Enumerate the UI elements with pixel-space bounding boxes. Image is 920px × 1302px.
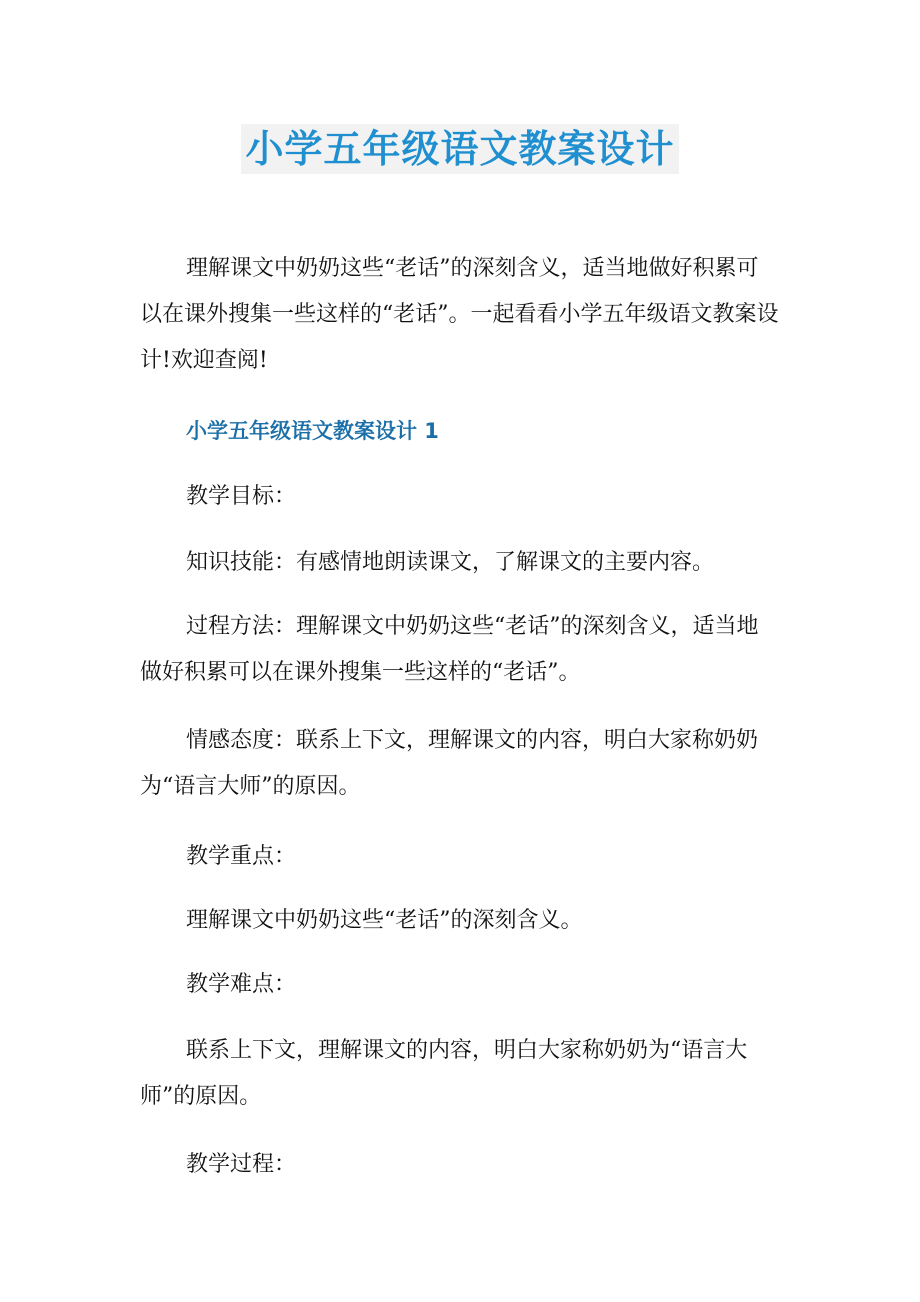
paragraph-knowledge-skills: 知识技能：有感情地朗读课文，了解课文的主要内容。 — [186, 550, 715, 575]
paragraph-process-methods: 过程方法：理解课文中奶奶这些“老话”的深刻含义，适当地做好积累可以在课外搜集一些这样的“老话”。 — [140, 614, 759, 685]
paragraph-emotional-attitude: 情感态度：联系上下文，理解课文的内容，明白大家称奶奶为“语言大师”的原因。 — [140, 728, 759, 799]
paragraph-teaching-difficulty: 联系上下文，理解课文的内容，明白大家称奶奶为“语言大师”的原因。 — [140, 1038, 748, 1109]
title-container — [0, 124, 920, 174]
intro-paragraph: 理解课文中奶奶这些“老话”的深刻含义，适当地做好积累可以在课外搜集一些这样的“老话”。一起看看小学五年级语文教案设计!欢迎查阅! — [140, 256, 779, 373]
paragraph-teaching-focus: 理解课文中奶奶这些“老话”的深刻含义。 — [186, 908, 583, 933]
document-title: 小学五年级语文教案设计 — [241, 124, 678, 174]
paragraph-teaching-difficulty-label: 教学难点： — [186, 972, 297, 997]
section-heading: 小学五年级语文教案设计 1 — [186, 419, 439, 443]
paragraph-teaching-goals: 教学目标： — [186, 484, 297, 509]
paragraph-teaching-focus-label: 教学重点： — [186, 844, 297, 869]
paragraph-teaching-process-label: 教学过程： — [186, 1152, 297, 1177]
